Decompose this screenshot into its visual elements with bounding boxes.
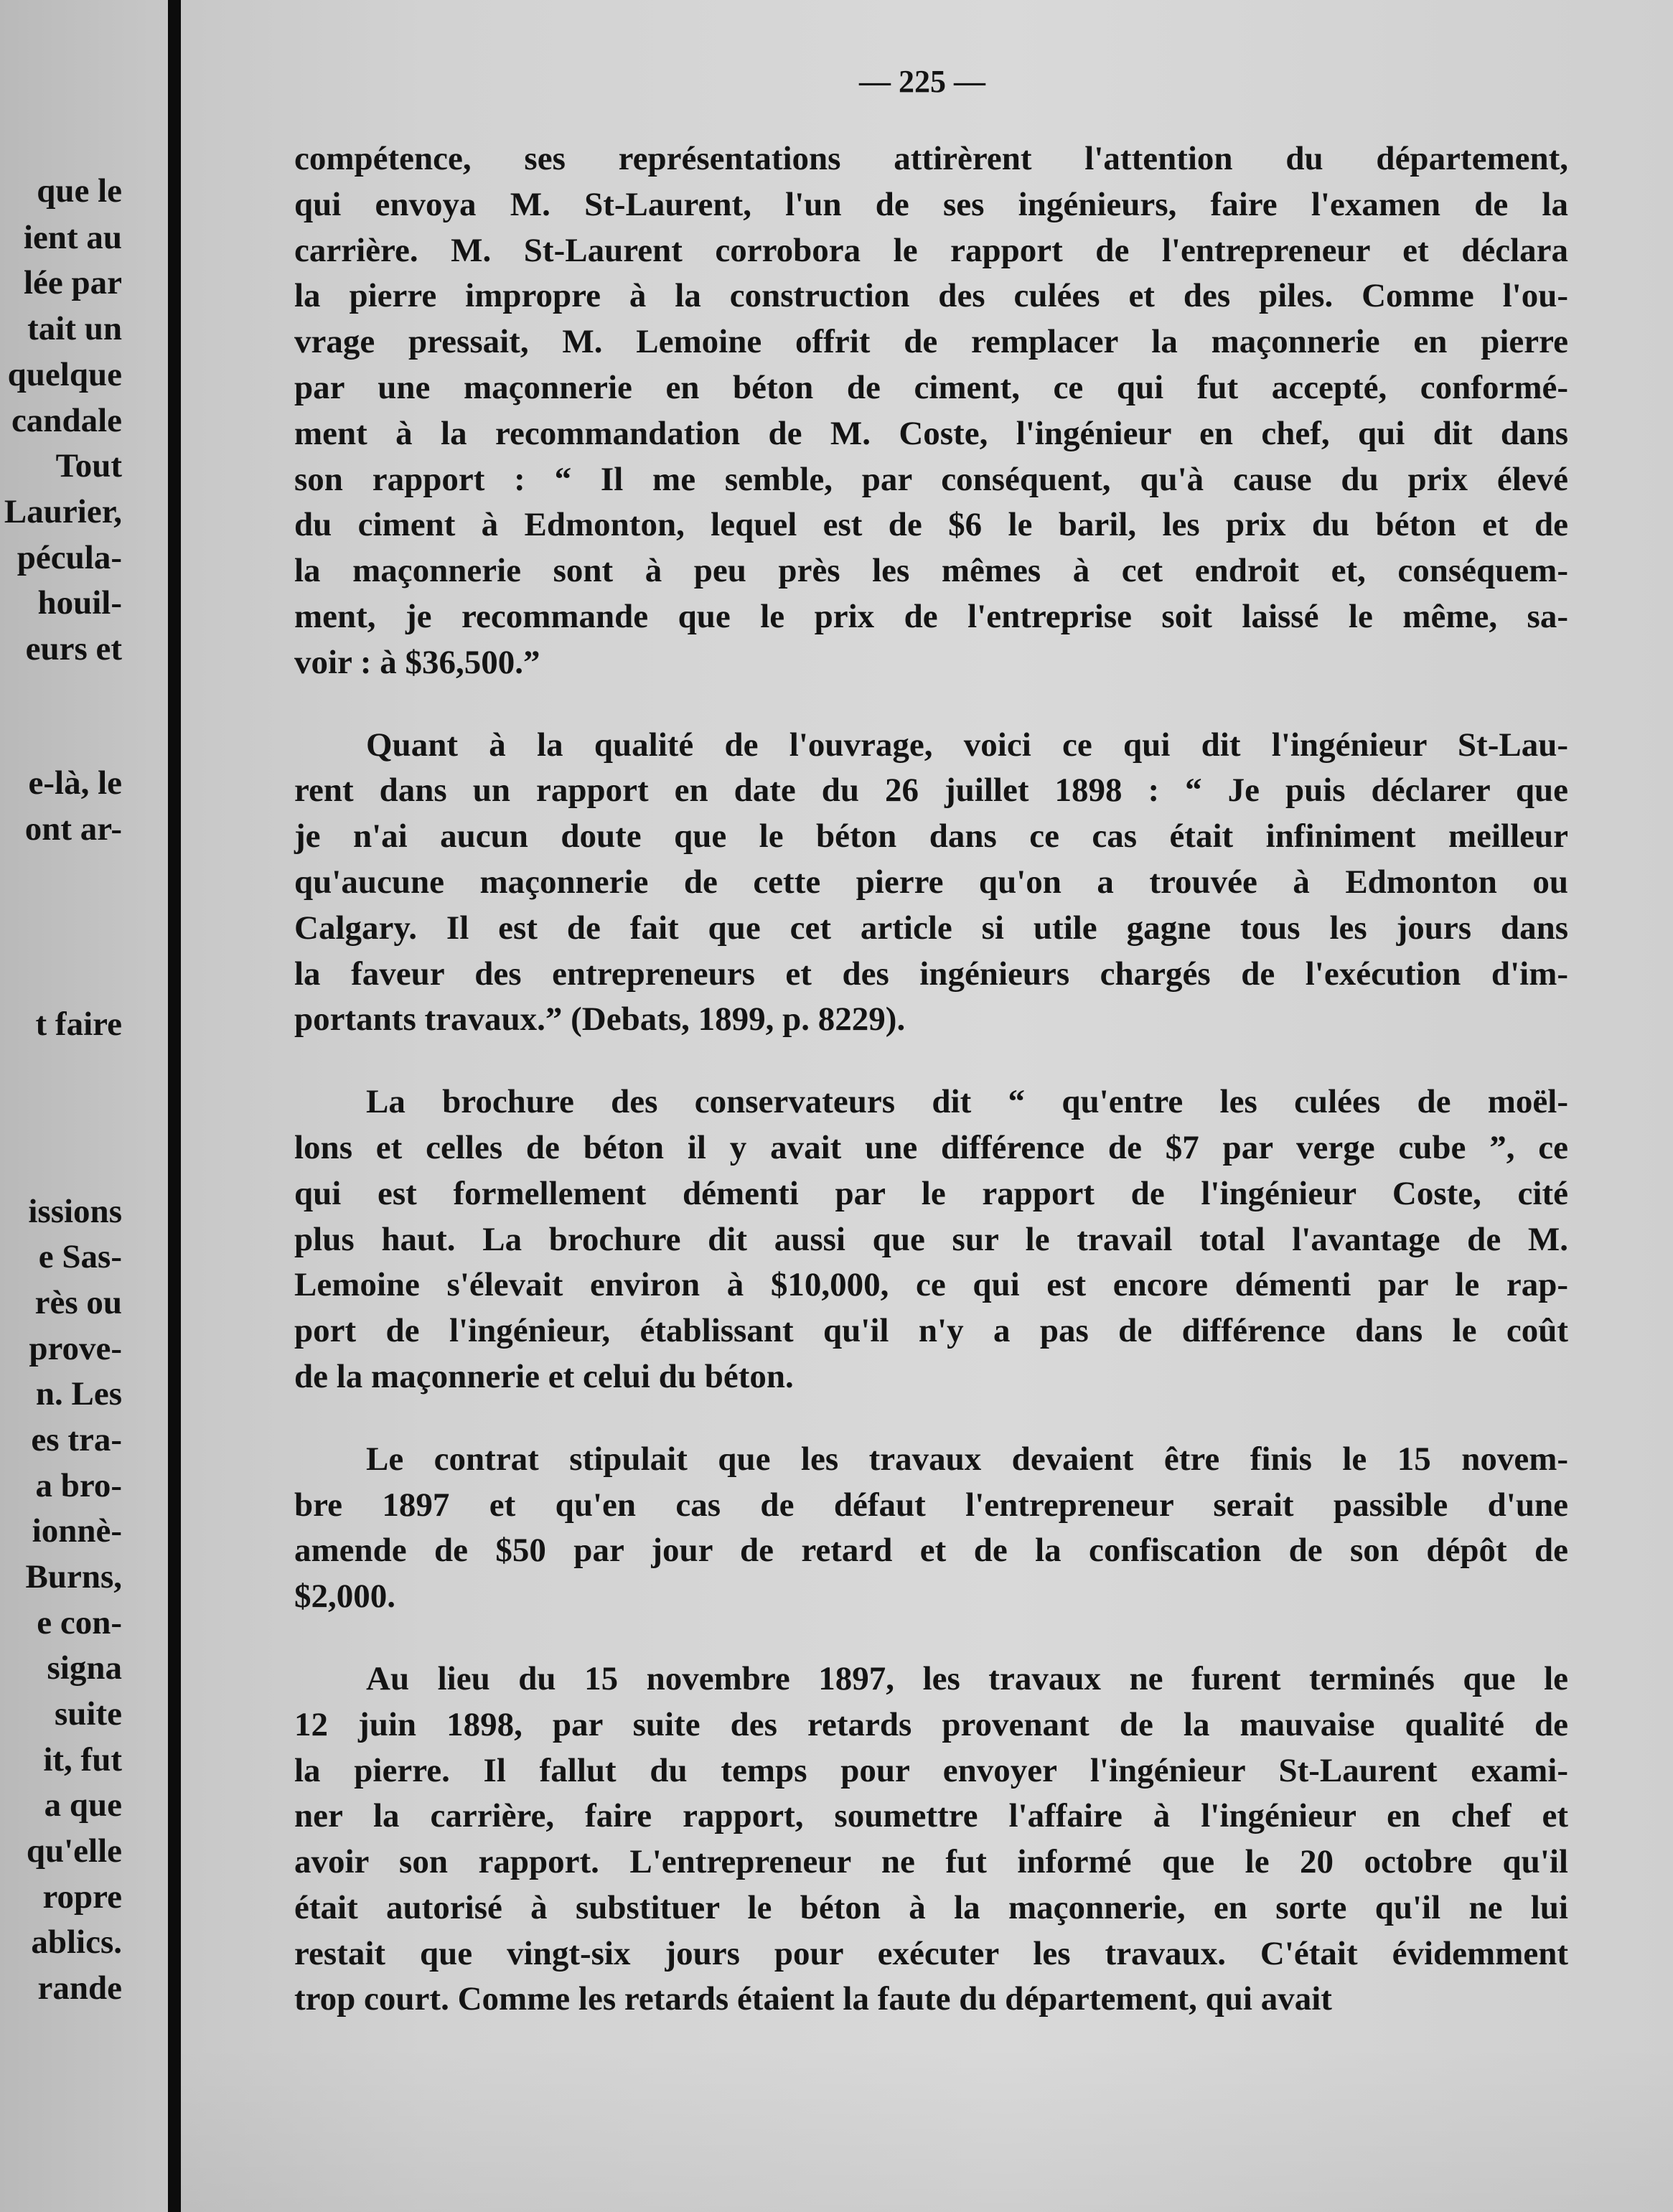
text-line: la faveur des entrepreneurs et des ingénieurs chargés de l'exécution d'im- xyxy=(294,955,1568,993)
text-line: était autorisé à substituer le béton à la maçonnerie, en sorte qu'il ne lui xyxy=(294,1888,1568,1926)
page-gutter-line xyxy=(168,0,181,2212)
text-line: du ciment à Edmonton, lequel est de $6 le baril, les prix du béton et de xyxy=(294,506,1568,544)
text-line: la pierre. Il fallut du temps pour envoyer l'ingénieur St-Laurent exami- xyxy=(294,1751,1568,1789)
page-bottom-shade xyxy=(181,2045,1673,2212)
text-line: plus haut. La brochure dit aussi que sur le travail total l'avantage de M. xyxy=(294,1220,1568,1258)
text-line: portants travaux.” (Debats, 1899, p. 8229). xyxy=(294,1000,906,1039)
paragraph xyxy=(294,1437,1568,1620)
text-line: voir : à $36,500.” xyxy=(294,643,540,681)
facing-page-line: ont ar- xyxy=(24,810,122,848)
text-line: Calgary. Il est de fait que cet article si utile gagne tous les jours dans xyxy=(294,909,1568,947)
facing-page-line: t faire xyxy=(35,1006,122,1043)
facing-page-line: ionnè- xyxy=(32,1512,122,1550)
paragraph xyxy=(294,1079,1568,1400)
text-line: lons et celles de béton il y avait une différence de $7 par verge cube ”, ce xyxy=(294,1128,1568,1166)
text-line: de la maçonnerie et celui du béton. xyxy=(294,1357,794,1395)
facing-page-line: rès ou xyxy=(34,1284,122,1321)
facing-page-line: e con- xyxy=(37,1604,122,1641)
facing-page-line: ropre xyxy=(42,1878,122,1916)
facing-page-line: eurs et xyxy=(25,630,122,667)
facing-page-line: pécula- xyxy=(17,539,122,576)
text-line: qui envoya M. St-Laurent, l'un de ses ingénieurs, faire l'examen de la xyxy=(294,185,1568,223)
text-line: La brochure des conservateurs dit “ qu'entre les culées de moël- xyxy=(366,1083,1568,1121)
text-line: par une maçonnerie en béton de ciment, ce qui fut accepté, conformé- xyxy=(294,368,1568,406)
facing-page-line: suite xyxy=(55,1695,122,1733)
facing-page-line: candale xyxy=(11,402,122,439)
text-line: $2,000. xyxy=(294,1578,395,1616)
facing-page-line: qu'elle xyxy=(26,1832,122,1870)
facing-page-line: prove- xyxy=(29,1330,122,1367)
text-line: ment, je recommande que le prix de l'entreprise soit laissé le même, sa- xyxy=(294,597,1568,635)
text-line: la maçonnerie sont à peu près les mêmes à cet endroit et, conséquem- xyxy=(294,552,1568,590)
facing-page-line: ablics. xyxy=(31,1923,122,1961)
facing-page-line: es tra- xyxy=(31,1421,122,1458)
facing-page-line: signa xyxy=(47,1649,122,1687)
facing-page-line: Tout xyxy=(55,447,122,484)
facing-page-line: a que xyxy=(44,1786,122,1824)
facing-page-fragment xyxy=(0,0,167,2212)
facing-page-line: Laurier, xyxy=(4,493,122,530)
text-line: restait que vingt-six jours pour exécuter les travaux. C'était évidemment xyxy=(294,1934,1568,1972)
text-line: ner la carrière, faire rapport, soumettre l'affaire à l'ingénieur en chef et xyxy=(294,1797,1568,1835)
text-line: avoir son rapport. L'entrepreneur ne fut informé que le 20 octobre qu'il xyxy=(294,1843,1568,1881)
text-line: vrage pressait, M. Lemoine offrit de remplacer la maçonnerie en pierre xyxy=(294,323,1568,361)
paragraph xyxy=(294,136,1568,686)
text-line: qu'aucune maçonnerie de cette pierre qu'on a trouvée à Edmonton ou xyxy=(294,863,1568,901)
text-line: 12 juin 1898, par suite des retards provenant de la mauvaise qualité de xyxy=(294,1705,1568,1743)
paragraph xyxy=(294,1656,1568,2023)
facing-page-line: rande xyxy=(37,1969,122,2007)
text-line: Quant à la qualité de l'ouvrage, voici ce qui dit l'ingénieur St-Lau- xyxy=(366,726,1568,764)
facing-page-line: it, fut xyxy=(43,1741,122,1778)
text-line: compétence, ses représentations attirèrent l'attention du département, xyxy=(294,140,1568,177)
facing-page-line: tait un xyxy=(27,310,122,347)
text-line: son rapport : “ Il me semble, par conséquent, qu'à cause du prix élevé xyxy=(294,460,1568,498)
text-line: bre 1897 et qu'en cas de défaut l'entrepreneur serait passible d'une xyxy=(294,1486,1568,1524)
text-line: ment à la recommandation de M. Coste, l'ingénieur en chef, qui dit dans xyxy=(294,414,1568,452)
text-line: port de l'ingénieur, établissant qu'il n'y a pas de différence dans le coût xyxy=(294,1312,1568,1350)
facing-page-line: Burns, xyxy=(25,1558,122,1595)
facing-page-line: quelque xyxy=(7,356,122,393)
facing-page-line: issions xyxy=(28,1193,122,1230)
facing-page-line: que le xyxy=(37,172,122,210)
text-line: Lemoine s'élevait environ à $10,000, ce qui est encore démenti par le rap- xyxy=(294,1266,1568,1304)
text-line: je n'ai aucun doute que le béton dans ce cas était infiniment meilleur xyxy=(294,817,1568,856)
text-line: trop court. Comme les retards étaient la faute du département, qui avait xyxy=(294,1980,1332,2018)
facing-page-line: e Sas- xyxy=(38,1238,122,1275)
text-line: qui est formellement démenti par le rapport de l'ingénieur Coste, cité xyxy=(294,1174,1568,1212)
facing-page-line: lée par xyxy=(23,264,122,301)
text-line: Au lieu du 15 novembre 1897, les travaux ne furent terminés que le xyxy=(366,1659,1568,1697)
facing-page-line: houil- xyxy=(37,584,122,622)
facing-page-line: ient au xyxy=(23,219,122,256)
facing-page-line: a bro- xyxy=(35,1467,122,1504)
text-line: rent dans un rapport en date du 26 juillet 1898 : “ Je puis déclarer que xyxy=(294,772,1568,810)
page-number: — 225 — xyxy=(859,64,985,99)
paragraph xyxy=(294,723,1568,1044)
text-line: amende de $50 par jour de retard et de la confiscation de son dépôt de xyxy=(294,1532,1568,1570)
body-text xyxy=(294,136,1568,2023)
text-line: carrière. M. St-Laurent corrobora le rapport de l'entrepreneur et déclara xyxy=(294,231,1568,269)
text-line: la pierre impropre à la construction des culées et des piles. Comme l'ou- xyxy=(294,277,1568,315)
text-line: Le contrat stipulait que les travaux devaient être finis le 15 novem- xyxy=(366,1440,1568,1478)
facing-page-line: e-là, le xyxy=(28,764,122,802)
facing-page-line: n. Les xyxy=(35,1375,122,1412)
